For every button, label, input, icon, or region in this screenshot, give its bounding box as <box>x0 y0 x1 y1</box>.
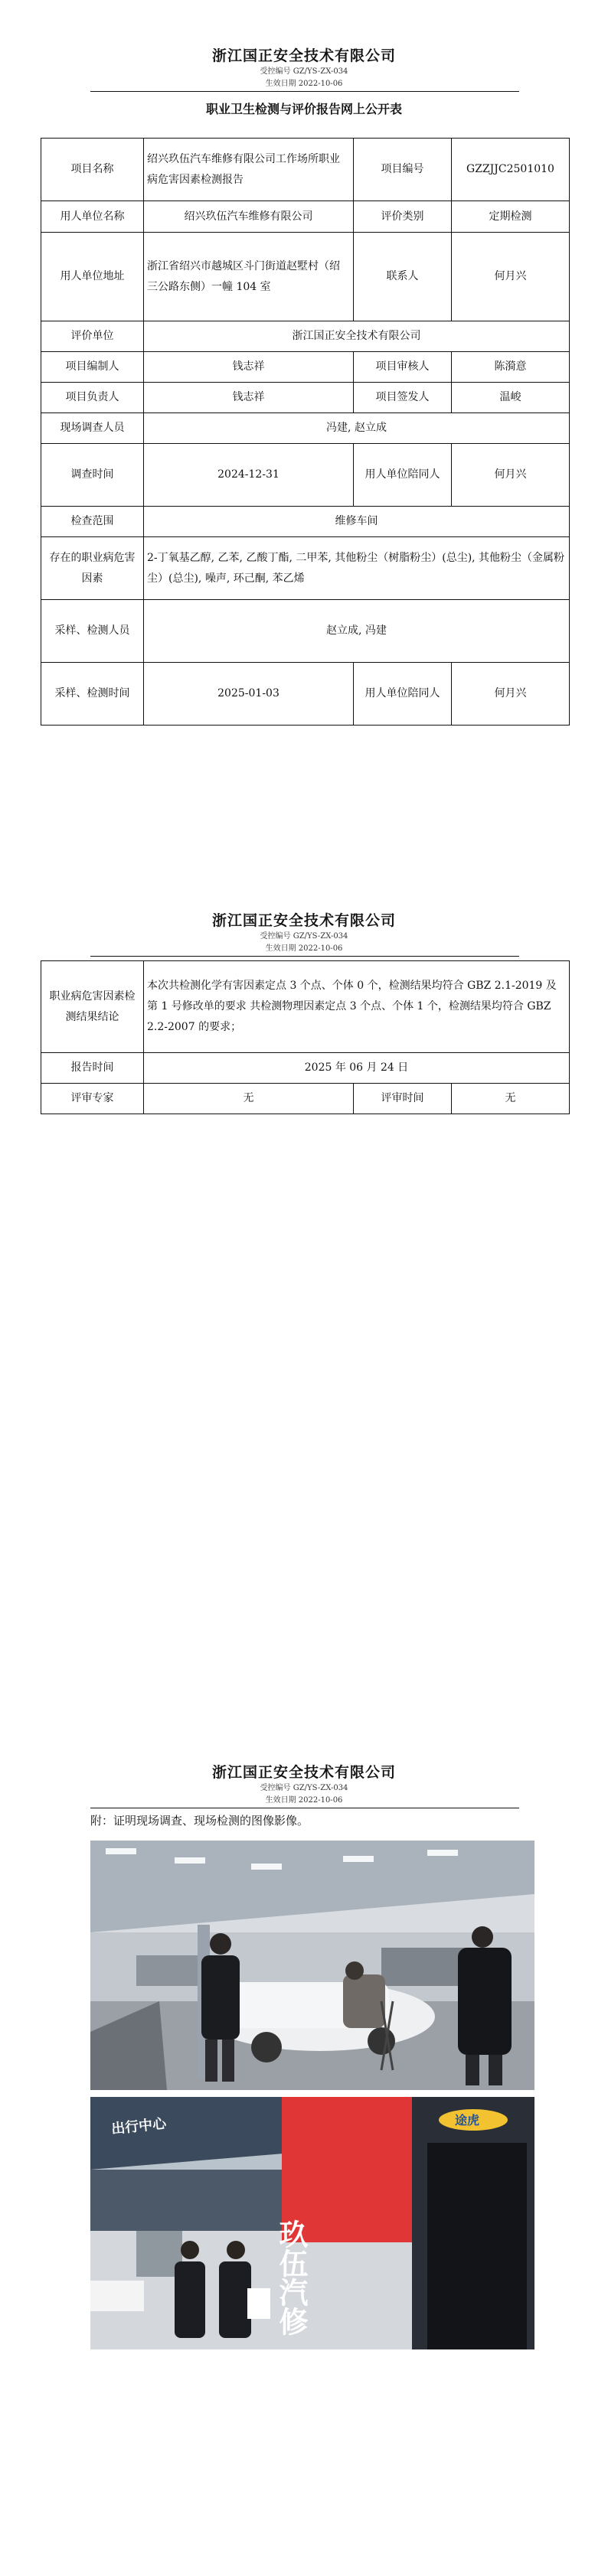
disclosure-table <box>41 138 570 726</box>
effective-date: 生效日期 2022-10-06 <box>265 80 343 88</box>
cell-label: 项目编号 <box>354 139 452 201</box>
table-row <box>41 321 570 352</box>
table-row <box>41 383 570 413</box>
cell-label: 现场调查人员 <box>41 413 144 444</box>
sampling-time: 2025-01-03 <box>144 663 354 726</box>
report-time: 2025 年 06 月 24 日 <box>144 1053 570 1084</box>
evaluation-type: 定期检测 <box>452 201 570 233</box>
table-row <box>41 600 570 663</box>
cell-label: 检查范围 <box>41 507 144 537</box>
sign-left-text: 出行中心 <box>110 2115 168 2137</box>
control-number: 受控编号 GZ/YS-ZX-034 <box>260 67 348 76</box>
cell-label: 项目名称 <box>41 139 144 201</box>
project-reviewer: 陈漪意 <box>452 352 570 383</box>
attachment-caption: 附：证明现场调查、现场检测的图像影像。 <box>90 1814 309 1828</box>
effective-date: 生效日期 2022-10-06 <box>265 1796 343 1805</box>
table-row <box>41 663 570 726</box>
page-header <box>0 1761 608 1806</box>
field-detection-photo <box>90 2097 534 2349</box>
table-row <box>41 1053 570 1084</box>
cell-label: 调查时间 <box>41 444 144 507</box>
project-compiler: 钱志祥 <box>144 352 354 383</box>
project-number: GZZJJC2501010 <box>452 139 570 201</box>
review-expert: 无 <box>144 1084 354 1114</box>
company-name: 浙江国正安全技术有限公司 <box>211 912 396 929</box>
cell-label: 职业病危害因素检测结果结论 <box>41 961 144 1053</box>
header-rule <box>90 91 519 92</box>
cell-label: 用人单位地址 <box>41 233 144 321</box>
project-name: 绍兴玖伍汽车维修有限公司工作场所职业病危害因素检测报告 <box>144 139 354 201</box>
cell-label: 存在的职业病危害因素 <box>41 537 144 600</box>
cell-label: 报告时间 <box>41 1053 144 1084</box>
control-number: 受控编号 GZ/YS-ZX-034 <box>260 1784 348 1792</box>
page-2 <box>0 859 608 1717</box>
company-name: 浙江国正安全技术有限公司 <box>211 1764 396 1781</box>
table-row <box>41 139 570 201</box>
contact-person: 何月兴 <box>452 233 570 321</box>
shop-sign-text: 玖伍汽修 <box>274 2219 308 2336</box>
hazard-factors: 2-丁氧基乙醇, 乙苯, 乙酸丁酯, 二甲苯, 其他粉尘（树脂粉尘）(总尘), 其他粉尘（金属粉尘）(总尘), 噪声, 环己酮, 苯乙烯 <box>144 537 570 600</box>
project-issuer: 温峻 <box>452 383 570 413</box>
table-row <box>41 352 570 383</box>
field-surveyors: 冯建, 赵立成 <box>144 413 570 444</box>
page-header <box>0 909 608 954</box>
inspection-scope: 维修车间 <box>144 507 570 537</box>
company-name: 浙江国正安全技术有限公司 <box>211 47 396 64</box>
table-row <box>41 507 570 537</box>
page-1 <box>0 0 608 859</box>
detection-conclusion: 本次共检测化学有害因素定点 3 个点、个体 0 个，检测结果均符合 GBZ 2.1-2019 及第 1 号修改单的要求 共检测物理因素定点 3 个点、个体 1 个，检测结果均符合 GBZ 2.2-2007 的要求； <box>144 961 570 1053</box>
review-time: 无 <box>452 1084 570 1114</box>
table-row <box>41 537 570 600</box>
table-row <box>41 233 570 321</box>
cell-label: 评审专家 <box>41 1084 144 1114</box>
cell-label: 评审时间 <box>354 1084 452 1114</box>
field-survey-photo <box>90 1841 534 2090</box>
cell-label: 评价类别 <box>354 201 452 233</box>
cell-label: 用人单位名称 <box>41 201 144 233</box>
employer-companion: 何月兴 <box>452 444 570 507</box>
sampling-personnel: 赵立成, 冯建 <box>144 600 570 663</box>
table-row <box>41 1084 570 1114</box>
control-number: 受控编号 GZ/YS-ZX-034 <box>260 932 348 941</box>
table-row <box>41 201 570 233</box>
evaluation-unit: 浙江国正安全技术有限公司 <box>144 321 570 352</box>
header-rule <box>90 956 519 957</box>
page-header <box>0 44 608 90</box>
cell-label: 项目审核人 <box>354 352 452 383</box>
employer-companion-2: 何月兴 <box>452 663 570 726</box>
brand-logo-text: 途虎 <box>455 2113 480 2128</box>
cell-label: 用人单位陪同人 <box>354 444 452 507</box>
table-row <box>41 413 570 444</box>
effective-date: 生效日期 2022-10-06 <box>265 944 343 953</box>
cell-label: 采样、检测人员 <box>41 600 144 663</box>
cell-label: 项目负责人 <box>41 383 144 413</box>
project-leader: 钱志祥 <box>144 383 354 413</box>
table-row <box>41 444 570 507</box>
cell-label: 采样、检测时间 <box>41 663 144 726</box>
cell-label: 联系人 <box>354 233 452 321</box>
employer-address: 浙江省绍兴市越城区斗门街道赵墅村（绍三公路东侧）一幢 104 室 <box>144 233 354 321</box>
cell-label: 评价单位 <box>41 321 144 352</box>
table-row <box>41 961 570 1053</box>
cell-label: 项目签发人 <box>354 383 452 413</box>
conclusion-table <box>41 960 570 1114</box>
survey-time: 2024-12-31 <box>144 444 354 507</box>
employer-name: 绍兴玖伍汽车维修有限公司 <box>144 201 354 233</box>
report-title: 职业卫生检测与评价报告网上公开表 <box>205 102 402 116</box>
cell-label: 项目编制人 <box>41 352 144 383</box>
cell-label: 用人单位陪同人 <box>354 663 452 726</box>
page-3 <box>0 1717 608 2576</box>
